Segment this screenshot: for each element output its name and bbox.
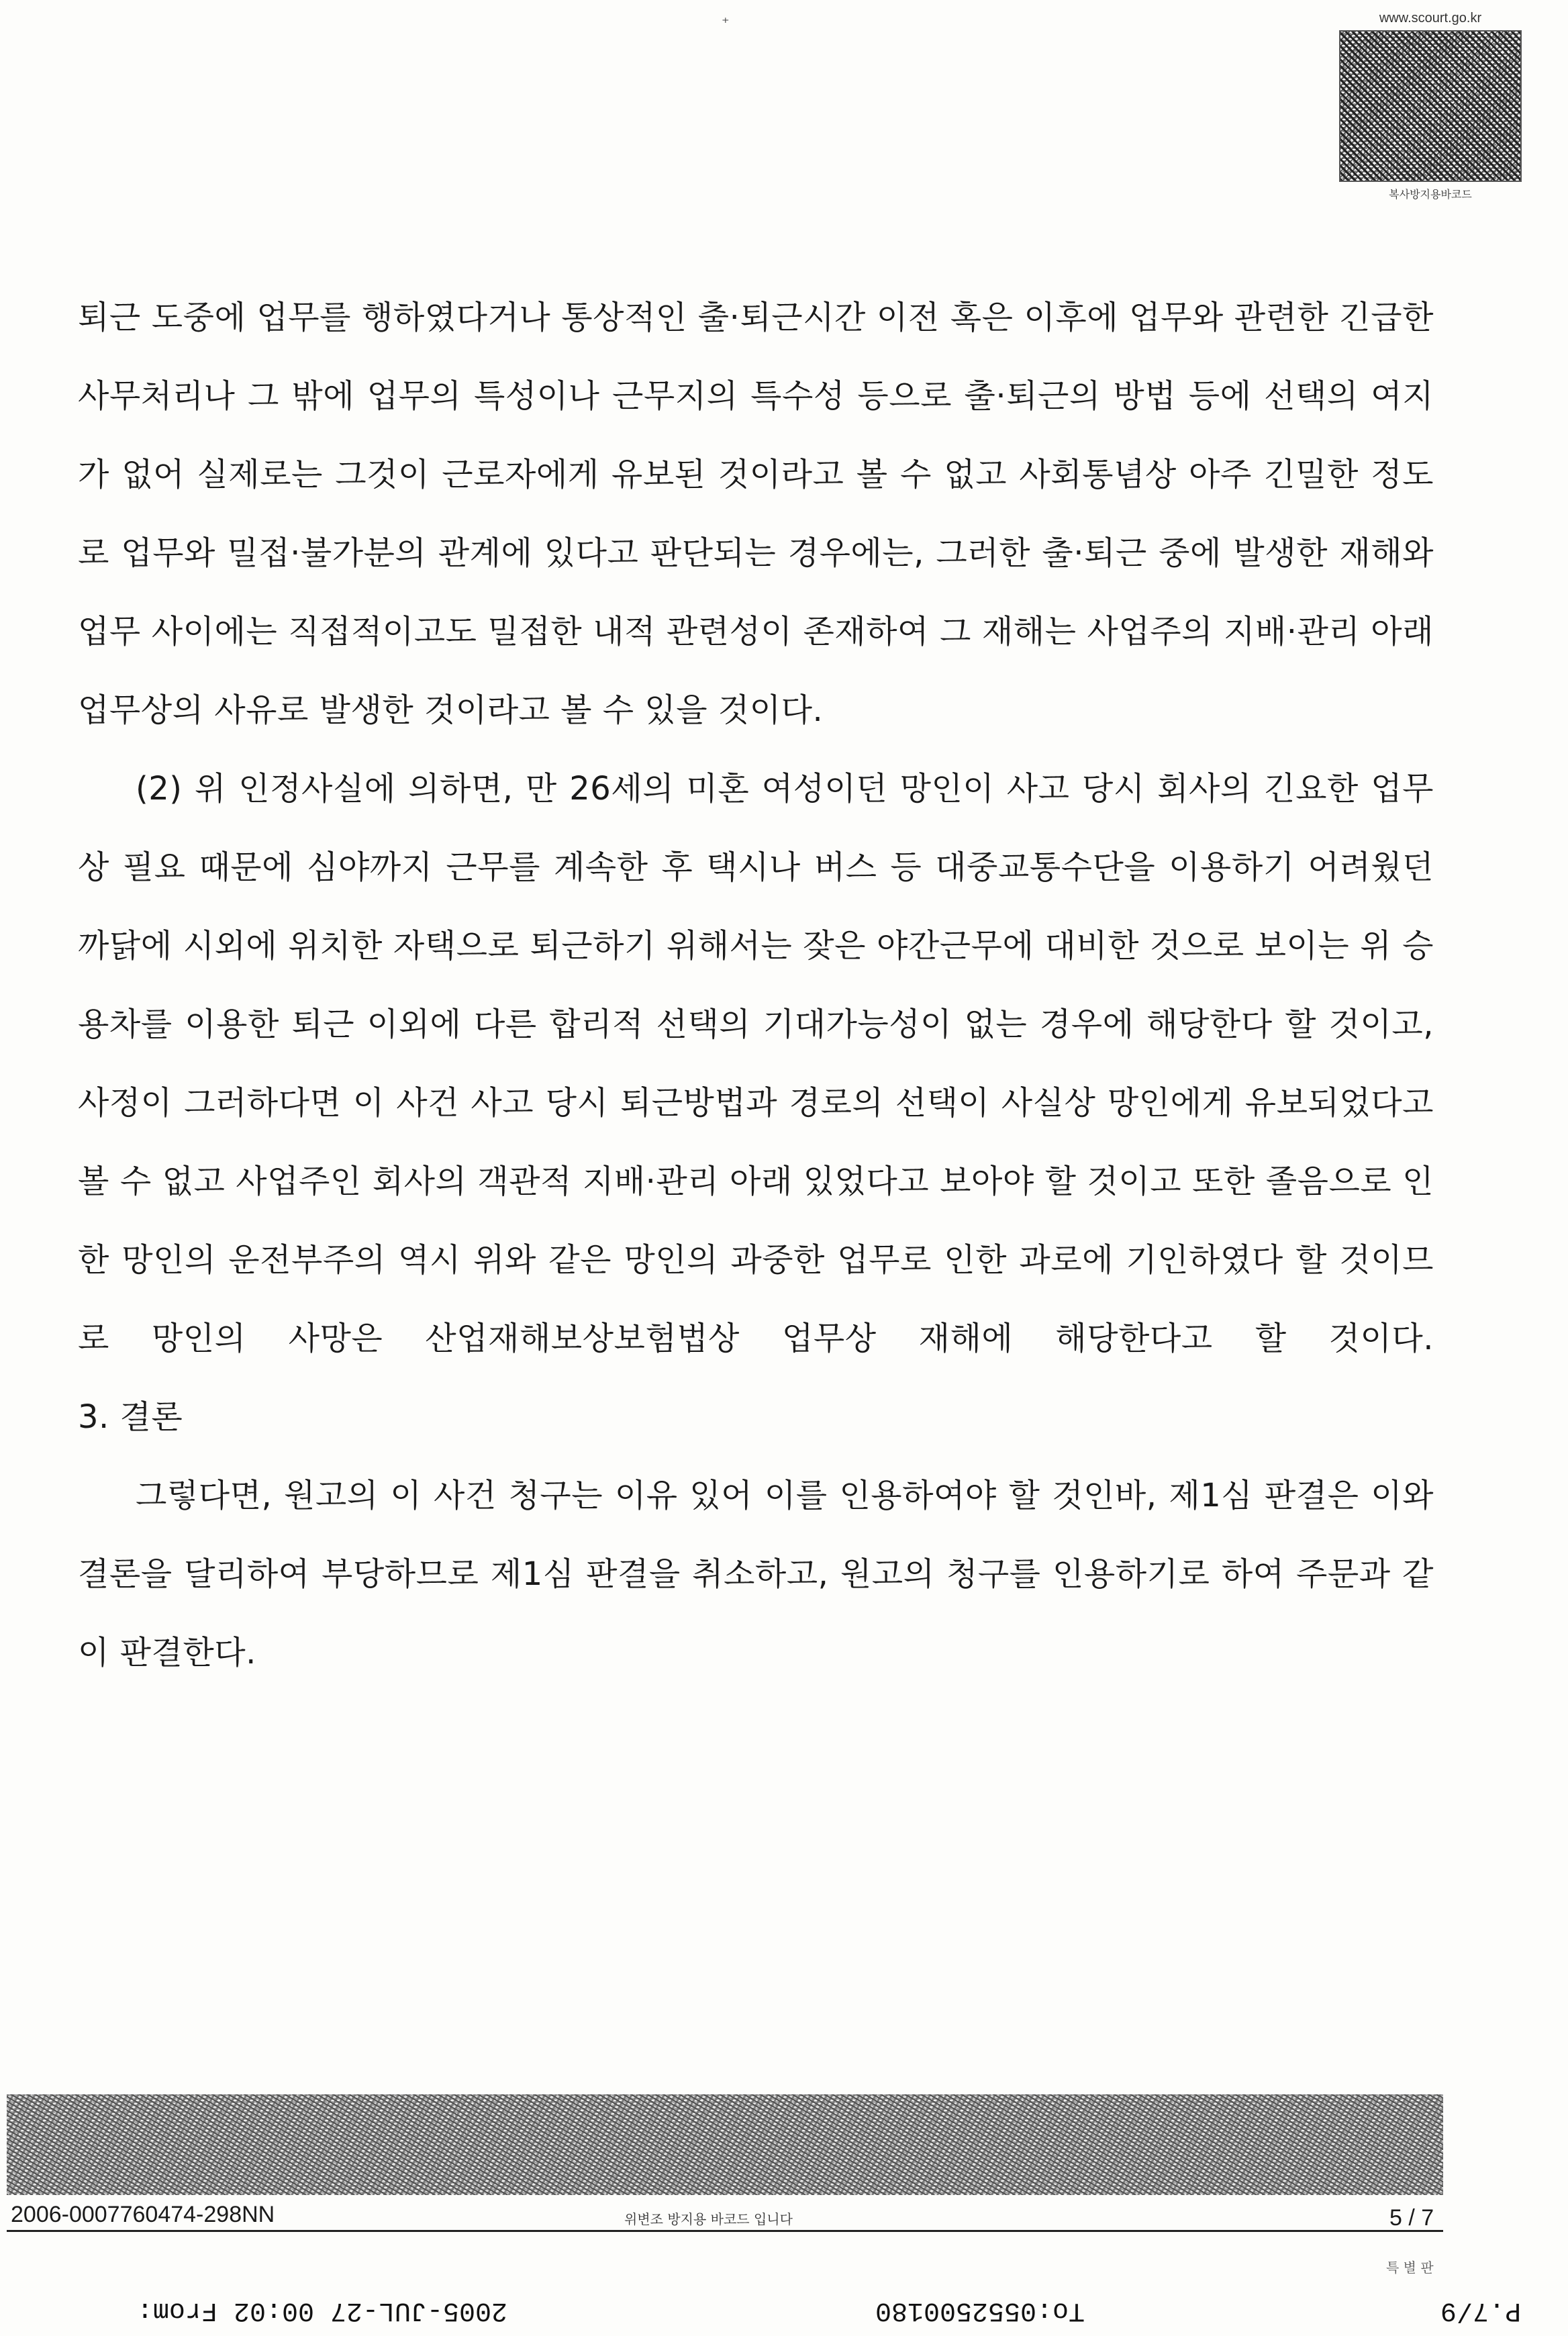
qr-code-block (1336, 11, 1525, 201)
section-heading: 3. 결론 (78, 1398, 183, 1436)
qr-code-icon (1339, 30, 1522, 182)
scan-speck: ⁺ (722, 15, 730, 32)
fax-page: P.7/9 (1440, 2295, 1521, 2325)
barcode-note: 위변조 방지용 바코드 입니다 (624, 2211, 793, 2227)
qr-caption: 복사방지용바코드 (1389, 188, 1472, 201)
page-number: 5 / 7 (1389, 2205, 1434, 2231)
fax-to: To:0552500180 (875, 2295, 1085, 2325)
fax-date: 2005-JUL-27 00:02 From: (136, 2295, 507, 2325)
document-body (78, 279, 1434, 1692)
stamp-mark: 특 별 판 (1386, 2259, 1434, 2276)
anti-forgery-barcode (7, 2094, 1443, 2195)
paragraph-conclusion: 그렇다면, 원고의 이 사건 청구는 이유 있어 이를 인용하여야 할 것인바, 제1심 판결은 이와 결론을 달리하여 부당하므로 제1심 판결을 취소하고, 원고의 청구를 인용하기로 하여 주문과 같이 판결한다. (78, 1477, 1434, 1671)
qr-url: www.scourt.go.kr (1379, 11, 1482, 26)
paragraph-facts: (2) 위 인정사실에 의하면, 만 26세의 미혼 여성이던 망인이 사고 당시 회사의 긴요한 업무상 필요 때문에 심야까지 근무를 계속한 후 택시나 버스 등 대중교통수단을 이용하기 어려웠던 까닭에 시외에 위치한 자택으로 퇴근하기 위해서는 잦은 야간근무에 대비한 것으로 보이는 위 승용차를 이용한 퇴근 이외에 다른 합리적 선택의 기대가능성이 없는 경우에 해당한다 할 것이고, 사정이 그러하다면 이 사건 사고 당시 퇴근방법과 경로의 선택이 사실상 망인에게 유보되었다고 볼 수 없고 사업주인 회사의 객관적 지배·관리 아래 있었다고 보아야 할 것이고 또한 졸음으로 인한 망인의 운전부주의 역시 위와 같은 망인의 과중한 업무로 인한 과로에 기인하였다 할 것이므로 망인의 사망은 산업재해보상보험법상 업무상 재해에 해당한다고 할 것이다. (78, 770, 1434, 1357)
fax-header-inverted (0, 2289, 1568, 2329)
footer-divider (7, 2230, 1443, 2232)
paragraph-continuation: 퇴근 도중에 업무를 행하였다거나 통상적인 출·퇴근시간 이전 혹은 이후에 업무와 관련한 긴급한 사무처리나 그 밖에 업무의 특성이나 근무지의 특수성 등으로 출·퇴근의 방법 등에 선택의 여지가 없어 실제로는 그것이 근로자에게 유보된 것이라고 볼 수 없고 사회통념상 아주 긴밀한 정도로 업무와 밀접·불가분의 관계에 있다고 판단되는 경우에는, 그러한 출·퇴근 중에 발생한 재해와 업무 사이에는 직접적이고도 밀접한 내적 관련성이 존재하여 그 재해는 사업주의 지배·관리 아래 업무상의 사유로 발생한 것이라고 볼 수 있을 것이다. (78, 299, 1434, 729)
document-id: 2006-0007760474-298NN (11, 2202, 275, 2227)
